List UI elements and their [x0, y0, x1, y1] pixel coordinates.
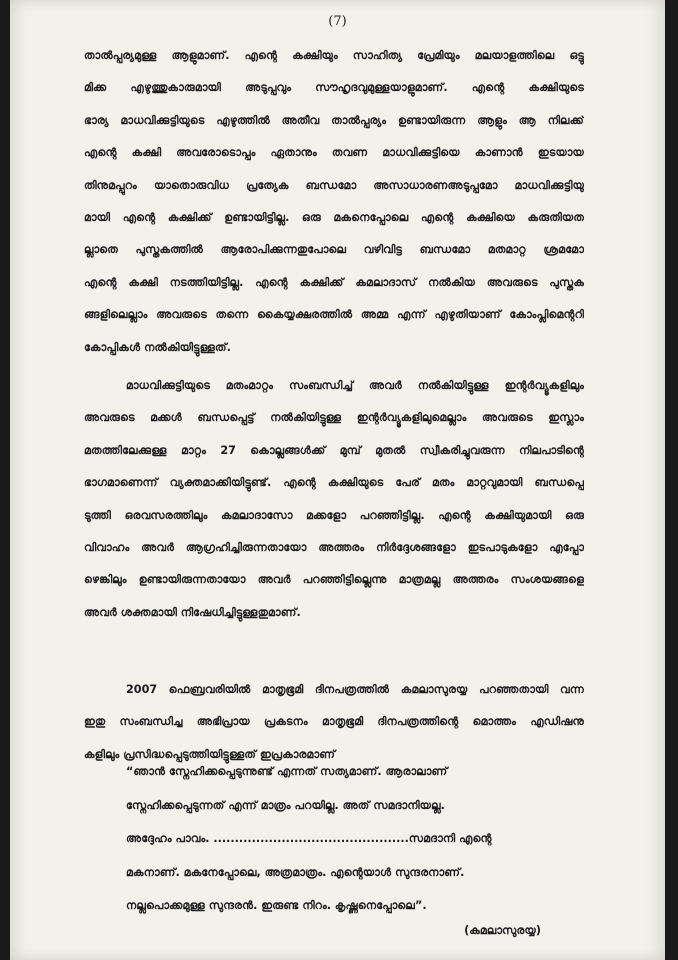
text-line: താൽപ്പര്യമുള്ള ആളുമാണ്. എന്റെ കക്ഷിയും സാഹിത്യ പ്രേമിയും മലയാളത്തിലെ ഒട്ടു	[84, 49, 584, 62]
quote-line: സ്നേഹിക്കപ്പെടുന്നത് എന്ന് മാത്രം പറയില്ല. അത് സമദാനിയല്ല.	[126, 798, 445, 812]
text-line: ടുത്തി ഒരവസരത്തിലും കമലാദാസോ മക്കളോ പറഞ്ഞിട്ടില്ല. എന്റെ കക്ഷിയുമായി ഒരു	[84, 508, 584, 522]
quote-line: “ഞാൻ സ്നേഹിക്കപ്പെടുന്നുണ്ട് എന്നത് സത്യമാണ്. ആരാലാണ്	[126, 765, 448, 778]
text-line: കോപ്പികൾ നൽകിയിട്ടുള്ളത്.	[84, 340, 231, 354]
quote-line: നല്ലപൊക്കമുള്ള സുന്ദരൻ. ഇരുണ്ട നിറം. കൃഷ്ണനെപ്പോലെ”.	[126, 899, 427, 912]
text-line: തിനുമപ്പുറം യാതൊരുവിധ പ്രത്യേക ബന്ധമോ അസാധാരണഅടുപ്പമോ മാധവിക്കുട്ടിയു	[84, 178, 584, 192]
page-number: (7)	[328, 14, 347, 29]
text-line: എന്റെ കക്ഷി നടത്തിയിട്ടില്ല. എന്റെ കക്ഷിക്ക് കമലാദാസ് നൽകിയ അവരുടെ പുസ്തക	[84, 275, 584, 289]
text-line: മിക്ക എഴുത്തുകാരുമായി അടുപ്പവും സൗഹൃദവുമുള്ളയാളുമാണ്. എന്റെ കക്ഷിയുടെ	[84, 81, 584, 95]
quote-attribution: (കമലാസുരയ്യ)	[464, 924, 541, 937]
document-page	[10, 0, 665, 960]
text-line: എന്റെ കക്ഷി അവരോടൊപ്പം ഏതാനും തവണ മാധവിക്കുട്ടിയെ കാണാൻ ഇടയായ	[84, 146, 584, 160]
text-line: അവരുടെ മക്കൾ ബന്ധപ്പെട്ട് നൽകിയിട്ടുള്ള ഇന്റർവ്യൂകളിലുമെല്ലാം അവരുടെ ഇസ്ലാം	[84, 411, 584, 425]
text-line: ഴെങ്കിലും ഉണ്ടായിരുന്നതായോ അവർ പറഞ്ഞിട്ടില്ലെന്നു മാത്രമല്ല അത്തരം സംശയങ്ങളെ	[84, 573, 584, 587]
text-line: കളിലും പ്രസിദ്ധപ്പെടുത്തിയിട്ടുള്ളത് ഇപ്രകാരമാണ്	[84, 747, 336, 761]
text-line: ഇതു സംബന്ധിച്ച അഭിപ്രായ പ്രകടനം മാതൃഭൂമി ദിനപത്രത്തിന്റെ മൊത്തം എഡിഷനു	[84, 715, 584, 729]
text-line: മായി എന്റെ കക്ഷിക്ക് ഉണ്ടായിട്ടില്ല. ഒരു മകനെപ്പോലെ എന്റെ കക്ഷിയെ കരുതിയത	[84, 210, 584, 224]
text-line: ങ്ങളിലെല്ലാം അവരുടെ തന്നെ കൈയ്യക്ഷരത്തിൽ അമ്മ എന്ന് എഴുതിയാണ് കോംപ്ലിമെന്ററി	[84, 308, 584, 322]
text-line: അവർ ശക്തമായി നിഷേധിച്ചിട്ടുള്ളതുമാണ്.	[84, 605, 301, 619]
text-line: 2007 ഫെബ്രവരിയിൽ മാതൃഭൂമി ദിനപത്രത്തിൽ കമലാസുരയ്യ പറഞ്ഞതായി വന്ന	[126, 683, 584, 696]
quote-line: മകനാണ്. മകനേപ്പോലെ, അത്രമാത്രം. എന്റെയാൾ സുന്ദരനാണ്.	[126, 865, 465, 879]
text-line: വിവാഹം അവർ ആഗ്രഹിച്ചിരുന്നതായോ അത്തരം നിർദ്ദേശങ്ങളോ ഇടപാടുകളോ എപ്പോ	[84, 540, 584, 554]
text-line: മതത്തിലേക്കുള്ള മാറ്റം 27 കൊല്ലങ്ങൾക്ക് മുമ്പ് മുതൽ സ്വീകരിച്ചുവരുന്ന നിലപാടിന്റെ	[84, 443, 584, 457]
text-line: മാധവിക്കുട്ടിയുടെ മതംമാറ്റം സംബന്ധിച്ച് അവർ നൽകിയിട്ടുള്ള ഇന്റർവ്യൂകളിലും	[126, 379, 584, 392]
quotation-block	[126, 755, 566, 923]
text-line: ഭാര്യ മാധവിക്കുട്ടിയുടെ എഴുത്തിൽ അതീവ താൽപ്പര്യം ഉണ്ടായിരുന്ന ആളും ആ നിലക്ക്	[84, 113, 584, 127]
paragraph-1	[84, 40, 584, 364]
quote-line: അദ്ദേഹം പാവം. ..............................................സമദാനി എന്റെ	[126, 832, 492, 845]
paragraph-2	[84, 370, 584, 629]
text-line: ല്ലാതെ പുസ്തകത്തിൽ ആരോപിക്കുന്നതുപോലെ വഴിവിട്ട ബന്ധമോ മതമാറ്റ ശ്രമമോ	[84, 243, 584, 257]
text-line: ഭാഗമാണെന്ന് വ്യക്തമാക്കിയിട്ടുണ്ട്. എന്റെ കക്ഷിയുടെ പേര് മതം മാറ്റവുമായി ബന്ധപ്പെ	[84, 476, 584, 490]
